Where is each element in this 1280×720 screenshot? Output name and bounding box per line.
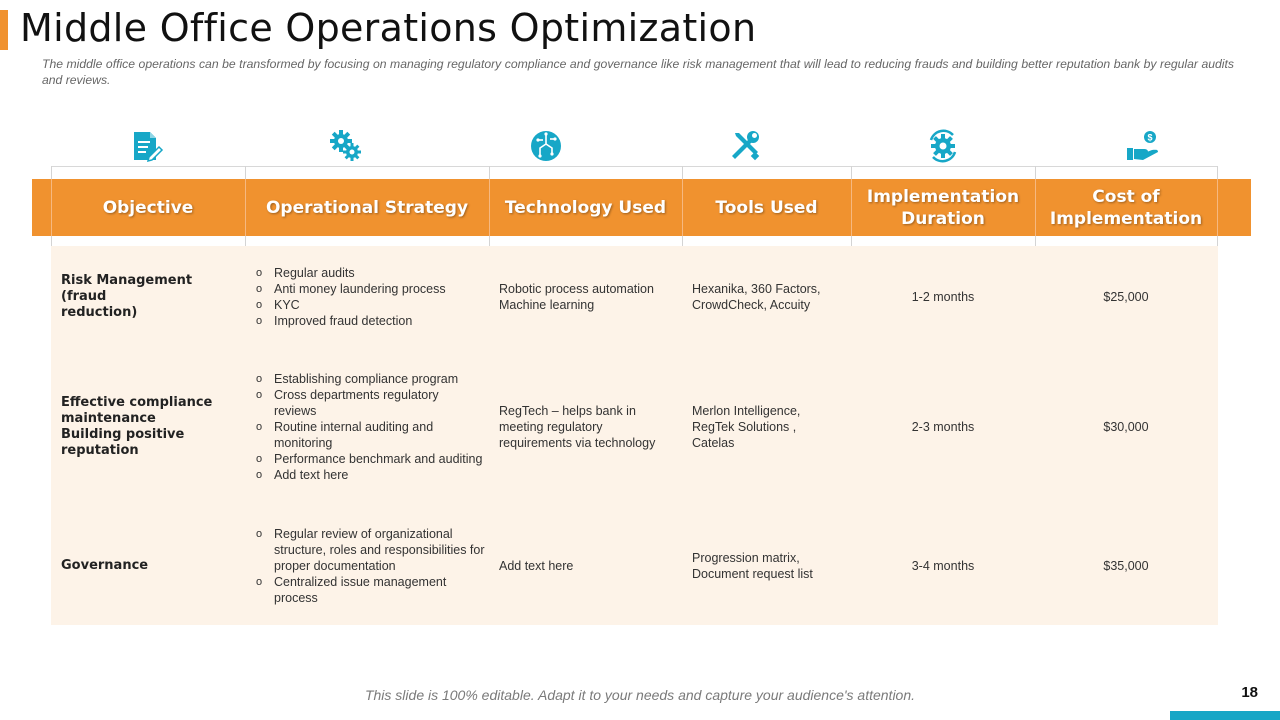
page-subtitle: The middle office operations can be transformed by focusing on managing regulatory compliance and governance like risk management that will lead to reducing frauds and building better reputation bank by regular audits and reviews.	[42, 57, 1234, 87]
tools-line: Catelas	[692, 436, 735, 450]
table-row-3-technology	[499, 526, 679, 606]
tech-globe-icon	[528, 128, 564, 164]
strategy-item: o Regular review of organizational structure, roles and responsibilities for proper documentation	[254, 526, 486, 574]
title-accent-bar	[0, 10, 8, 50]
tools-line: RegTek Solutions ,	[692, 420, 797, 434]
strategy-item: o Centralized issue management process	[254, 574, 486, 606]
header-tools-used: Tools Used	[715, 197, 818, 218]
table-row-2-technology	[499, 363, 679, 491]
header-operational-strategy: Operational Strategy	[265, 197, 469, 218]
tools-line: Hexanika, 360 Factors,	[692, 282, 821, 296]
objective-line: maintenance	[61, 411, 156, 426]
objective-line: reduction)	[61, 305, 138, 320]
footer-note: This slide is 100% editable. Adapt it to your needs and capture your audience's attention.	[364, 687, 916, 703]
table-row-2-tools	[692, 363, 848, 491]
strategy-item: o Cross departments regulatory reviews	[254, 387, 484, 419]
table-row-2-duration: 2-3 months	[911, 420, 975, 434]
technology-line: Machine learning	[499, 298, 595, 312]
table-row-1-strategy	[254, 265, 486, 329]
technology-line: RegTech – helps bank in	[499, 404, 636, 418]
header-implementation-duration	[851, 179, 1035, 236]
strategy-item: o Performance benchmark and auditing	[254, 451, 484, 467]
header-objective: Objective	[102, 197, 194, 218]
table-row-1-objective	[61, 265, 241, 329]
objective-line: Effective compliance	[61, 395, 213, 410]
strategy-item: o Establishing compliance program	[254, 371, 484, 387]
objective-line: reputation	[61, 443, 139, 458]
table-row-2-strategy	[254, 363, 484, 491]
strategy-item: o KYC	[254, 297, 446, 313]
tools-line: Document request list	[692, 567, 813, 581]
table-row-1-duration: 1-2 months	[911, 290, 975, 304]
header-cost-of-implementation	[1035, 179, 1217, 236]
header-technology-used: Technology Used	[504, 197, 667, 218]
header-cost-line-2: Implementation	[1049, 208, 1203, 229]
technology-line: meeting regulatory	[499, 420, 603, 434]
objective-line: Governance	[61, 558, 149, 573]
tools-line: Progression matrix,	[692, 551, 800, 565]
table-top-strip	[51, 166, 1218, 179]
table-row-1-tools	[692, 265, 848, 329]
hand-coin-icon	[1125, 128, 1161, 164]
page-title: Middle Office Operations Optimization	[20, 6, 757, 50]
table-row-3-strategy	[254, 526, 486, 606]
table-row-1-technology	[499, 265, 679, 329]
strategy-item: o Routine internal auditing and monitoring	[254, 419, 484, 451]
tools-line: CrowdCheck, Accuity	[692, 298, 811, 312]
refresh-gear-icon	[925, 128, 961, 164]
strategy-item: o Anti money laundering process	[254, 281, 446, 297]
gears-icon	[328, 128, 364, 164]
strategy-item: o Regular audits	[254, 265, 446, 281]
table-row-1-cost: $25,000	[1103, 290, 1149, 304]
technology-line: Add text here	[499, 559, 574, 573]
table-row-3-objective	[61, 526, 241, 606]
header-duration-line-1: Implementation	[866, 186, 1020, 207]
technology-line: Robotic process automation	[499, 282, 654, 296]
header-duration-line-2: Duration	[901, 208, 985, 229]
table-row-3-duration: 3-4 months	[911, 559, 975, 573]
document-edit-icon	[129, 128, 165, 164]
table-row-2-objective	[61, 363, 241, 491]
strategy-item: o Add text here	[254, 467, 484, 483]
table-header-gap	[51, 236, 1218, 246]
objective-line: Building positive	[61, 427, 185, 442]
technology-line: requirements via technology	[499, 436, 656, 450]
svg-text:$: $	[1147, 132, 1153, 143]
objective-line: Risk Management (fraud	[61, 273, 193, 304]
table-row-2-cost: $30,000	[1103, 420, 1149, 434]
column-divider	[1217, 179, 1218, 236]
page-number: 18	[1241, 684, 1258, 701]
footer-accent-bar	[1170, 711, 1280, 720]
strategy-item: o Improved fraud detection	[254, 313, 446, 329]
header-cost-line-1: Cost of	[1092, 186, 1160, 207]
tools-icon	[727, 128, 763, 164]
tools-line: Merlon Intelligence,	[692, 404, 801, 418]
table-row-3-cost: $35,000	[1103, 559, 1149, 573]
table-row-3-tools	[692, 526, 848, 606]
